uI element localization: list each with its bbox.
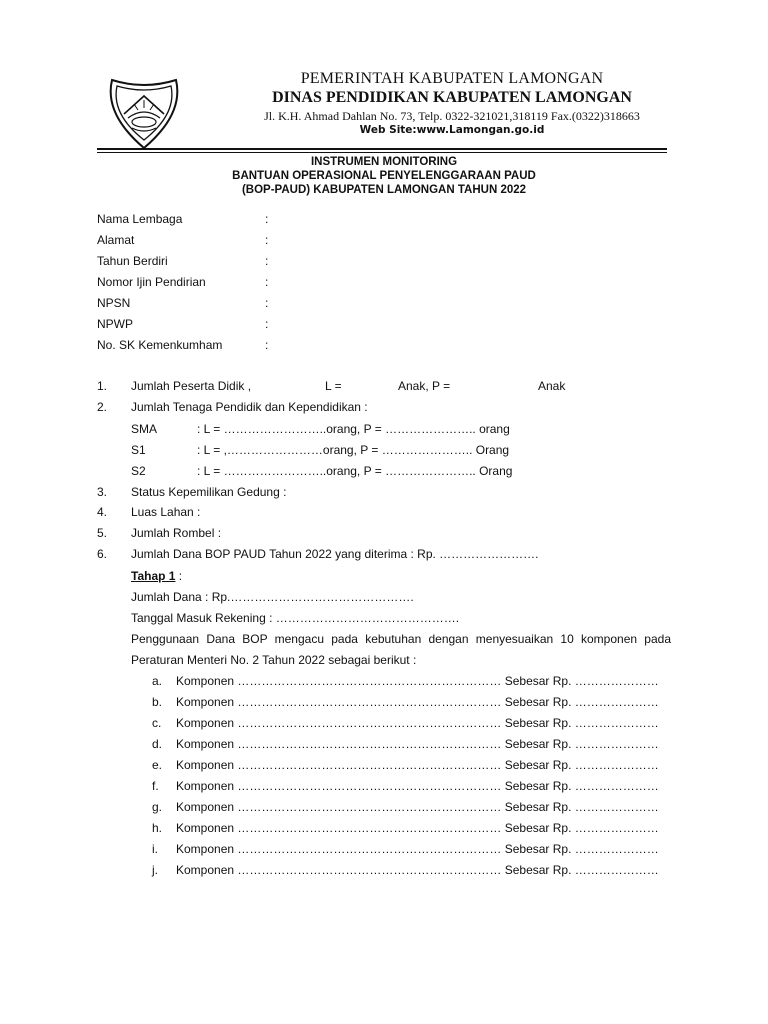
identity-label: Nama Lembaga xyxy=(97,212,183,226)
tahap-tanggal-rekening: Tanggal Masuk Rekening : ………………………………………. xyxy=(131,611,460,625)
component-text: Komponen ………………………………………………………… Sebesar Rp. ………………… xyxy=(176,674,659,688)
identity-colon: : xyxy=(265,254,269,268)
component-row xyxy=(152,842,672,856)
item-label-dana-bop: Jumlah Dana BOP PAUD Tahun 2022 yang diterima : Rp. ……………………. xyxy=(131,547,539,561)
letterhead xyxy=(212,70,692,137)
title-line-3: (BOP-PAUD) KABUPATEN LAMONGAN TAHUN 2022 xyxy=(241,184,527,196)
component-row xyxy=(152,674,672,688)
identity-colon: : xyxy=(265,233,269,247)
component-letter: d. xyxy=(152,737,163,751)
component-row xyxy=(152,716,672,730)
component-letter: j. xyxy=(152,863,158,877)
edu-level: S1 xyxy=(131,443,146,457)
letterhead-government: PEMERINTAH KABUPATEN LAMONGAN xyxy=(300,70,604,87)
item-label-status-gedung: Status Kepemilikan Gedung : xyxy=(131,485,287,499)
component-text: Komponen ………………………………………………………… Sebesar Rp. ………………… xyxy=(176,737,659,751)
letterhead-address: Jl. K.H. Ahmad Dahlan No. 73, Telp. 0322-321021,318119 Fax.(0322)318663 xyxy=(264,109,640,123)
item-l-equals: L = xyxy=(325,379,342,393)
identity-colon: : xyxy=(265,275,269,289)
item-number: 6. xyxy=(97,547,108,561)
identity-label: NPWP xyxy=(97,317,133,331)
document-title xyxy=(97,155,671,197)
item-number: 5. xyxy=(97,526,108,540)
item-label-tenaga-pendidik: Jumlah Tenaga Pendidik dan Kependidikan : xyxy=(131,400,368,414)
identity-label: Nomor Ijin Pendirian xyxy=(97,275,206,289)
component-row xyxy=(152,758,672,772)
identity-colon: : xyxy=(265,317,269,331)
component-row xyxy=(152,863,672,877)
item-number: 2. xyxy=(97,400,108,414)
edu-level: SMA xyxy=(131,422,158,436)
kabupaten-lamongan-logo xyxy=(104,76,184,152)
component-text: Komponen ………………………………………………………… Sebesar Rp. ………………… xyxy=(176,758,659,772)
letterhead-agency: DINAS PENDIDIKAN KABUPATEN LAMONGAN xyxy=(272,89,632,106)
identity-label: NPSN xyxy=(97,296,131,310)
item-anak-p: Anak, P = xyxy=(398,379,451,393)
letterhead-website: Web Site:www.Lamongan.go.id xyxy=(359,124,545,136)
tahap-heading xyxy=(131,569,182,583)
title-line-2: BANTUAN OPERASIONAL PENYELENGGARAAN PAUD xyxy=(232,170,536,182)
tahap-heading-text: Tahap 1 xyxy=(131,569,176,583)
identity-label: No. SK Kemenkumham xyxy=(97,338,223,352)
component-letter: f. xyxy=(152,779,159,793)
component-text: Komponen ………………………………………………………… Sebesar Rp. ………………… xyxy=(176,695,659,709)
item-number: 1. xyxy=(97,379,108,393)
identity-label: Tahun Berdiri xyxy=(97,254,168,268)
component-letter: c. xyxy=(152,716,162,730)
edu-level: S2 xyxy=(131,464,146,478)
component-text: Komponen ………………………………………………………… Sebesar Rp. ………………… xyxy=(176,842,659,856)
component-letter: b. xyxy=(152,695,163,709)
item-number: 4. xyxy=(97,505,108,519)
edu-value: : L = ……………………..orang, P = ………………….. orang xyxy=(197,422,510,436)
component-letter: g. xyxy=(152,800,163,814)
title-line-1: INSTRUMEN MONITORING xyxy=(310,156,458,168)
component-letter: e. xyxy=(152,758,163,772)
component-row xyxy=(152,695,672,709)
edu-value: : L = ,……………………orang, P = ………………….. Orang xyxy=(197,443,510,457)
item-label-rombel: Jumlah Rombel : xyxy=(131,526,222,540)
component-text: Komponen ………………………………………………………… Sebesar Rp. ………………… xyxy=(176,821,659,835)
component-text: Komponen ………………………………………………………… Sebesar Rp. ………………… xyxy=(176,863,659,877)
item-number: 3. xyxy=(97,485,108,499)
letterhead-divider-thick xyxy=(97,148,667,150)
tahap-jumlah-dana: Jumlah Dana : Rp.………………………………………. xyxy=(131,590,414,604)
item-anak: Anak xyxy=(538,379,566,393)
component-row xyxy=(152,779,672,793)
tahap-heading-colon: : xyxy=(175,569,183,583)
edu-value: : L = ……………………..orang, P = ………………….. Orang xyxy=(197,464,513,478)
component-letter: a. xyxy=(152,674,163,688)
component-text: Komponen ………………………………………………………… Sebesar Rp. ………………… xyxy=(176,716,659,730)
item-label-peserta-didik: Jumlah Peserta Didik , xyxy=(131,379,252,393)
component-letter: h. xyxy=(152,821,163,835)
component-text: Komponen ………………………………………………………… Sebesar Rp. ………………… xyxy=(176,800,659,814)
component-letter: i. xyxy=(152,842,158,856)
component-row xyxy=(152,737,672,751)
component-text: Komponen ………………………………………………………… Sebesar Rp. ………………… xyxy=(176,779,659,793)
item-label-luas-lahan: Luas Lahan : xyxy=(131,505,201,519)
component-row xyxy=(152,800,672,814)
component-row xyxy=(152,821,672,835)
letterhead-divider-thin xyxy=(97,152,667,153)
identity-colon: : xyxy=(265,338,269,352)
identity-label: Alamat xyxy=(97,233,135,247)
identity-colon: : xyxy=(265,212,269,226)
tahap-paragraph-line-1: Penggunaan Dana BOP mengacu pada kebutuhan dengan menyesuaikan 10 komponen pada xyxy=(131,632,671,646)
identity-colon: : xyxy=(265,296,269,310)
tahap-paragraph-line-2: Peraturan Menteri No. 2 Tahun 2022 sebagai berikut : xyxy=(131,653,417,667)
